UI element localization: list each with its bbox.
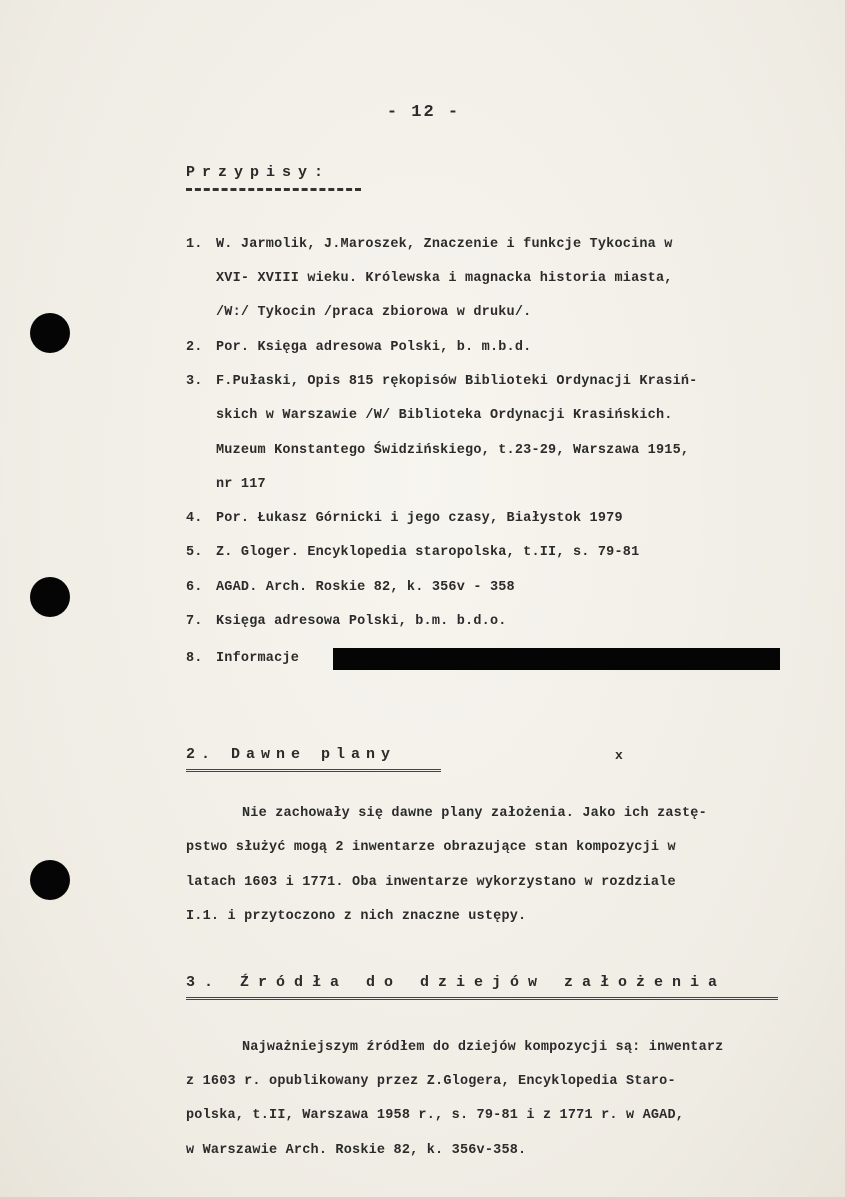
paragraph-line: Nie zachowały się dawne plany założenia. Jako ich zastę- [242,806,707,821]
punch-hole [30,313,70,353]
footnote-3 [186,374,816,390]
page-number: - 12 - [386,103,461,122]
footnote-number: 5. [186,545,203,560]
footnote-line: Muzeum Konstantego Świdzińskiego, t.23-29, Warszawa 1915, [216,443,690,458]
margin-mark: x [615,748,623,763]
footnote-line: W. Jarmolik, J.Maroszek, Znaczenie i funkcje Tykocina w [216,237,673,252]
paragraph-line: w Warszawie Arch. Roskie 82, k. 356v-358. [186,1143,527,1158]
footnote-number: 3. [186,374,203,389]
section-3-heading: 3. Źródła do dziejów założenia [186,974,727,991]
punch-hole [30,860,70,900]
section-3-underline [186,997,778,1000]
footnote-7 [186,614,816,630]
footnote-2 [186,340,816,356]
footnote-line: F.Pułaski, Opis 815 rękopisów Biblioteki Ordynacji Krasiń- [216,374,698,389]
footnote-line: Z. Gloger. Encyklopedia staropolska, t.II, s. 79-81 [216,545,640,560]
footnote-line: /W:/ Tykocin /praca zbiorowa w druku/. [216,305,532,320]
paragraph-line: polska, t.II, Warszawa 1958 r., s. 79-81 i z 1771 r. w AGAD, [186,1108,685,1123]
paragraph-line: Najważniejszym źródłem do dziejów kompozycji są: inwentarz [242,1040,724,1055]
punch-hole [30,577,70,617]
footnote-4 [186,511,816,527]
footnote-line: skich w Warszawie /W/ Biblioteka Ordynacji Krasińskich. [216,408,673,423]
section-2-underline [186,769,441,772]
footnotes-heading: Przypisy: [186,164,331,181]
paragraph-line: I.1. i przytoczono z nich znaczne ustępy. [186,909,527,924]
footnote-number: 8. [186,651,203,666]
footnote-number: 4. [186,511,203,526]
footnote-number: 7. [186,614,203,629]
footnote-number: 6. [186,580,203,595]
paragraph-line: latach 1603 i 1771. Oba inwentarze wykorzystano w rozdziale [186,875,676,890]
footnote-line: Księga adresowa Polski, b.m. b.d.o. [216,614,507,629]
paragraph-line: z 1603 r. opublikowany przez Z.Glogera, Encyklopedia Staro- [186,1074,676,1089]
footnote-line: nr 117 [216,477,266,492]
footnote-5 [186,545,816,561]
footnote-line: Por. Księga adresowa Polski, b. m.b.d. [216,340,532,355]
footnote-line: XVI- XVIII wieku. Królewska i magnacka historia miasta, [216,271,673,286]
footnote-1 [186,237,816,253]
section-2-heading: 2. Dawne plany [186,746,397,763]
footnote-number: 2. [186,340,203,355]
footnote-6 [186,580,816,596]
paragraph-line: pstwo służyć mogą 2 inwentarze obrazujące stan kompozycji w [186,840,676,855]
redaction-bar [333,648,780,670]
footnote-line: Informacje [216,651,300,666]
footnote-number: 1. [186,237,203,252]
footnote-line: AGAD. Arch. Roskie 82, k. 356v - 358 [216,580,515,595]
heading-underline [186,188,361,191]
footnote-line: Por. Łukasz Górnicki i jego czasy, Białystok 1979 [216,511,623,526]
